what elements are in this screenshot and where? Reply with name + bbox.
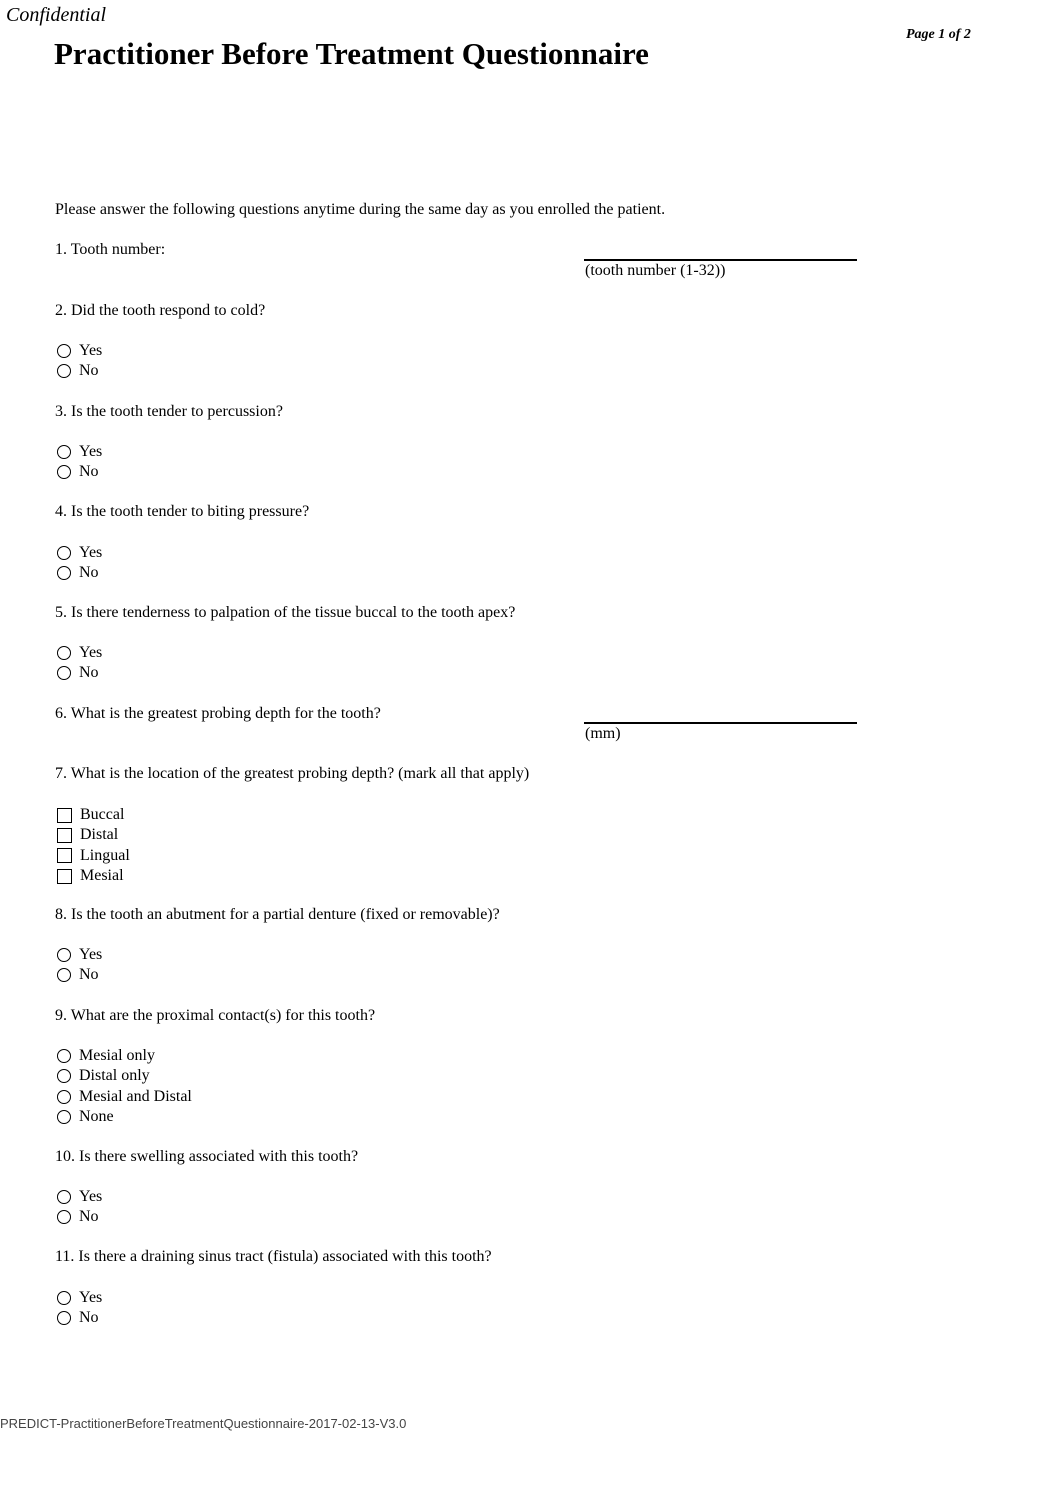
question-2-options xyxy=(57,341,102,382)
q3-option-yes[interactable] xyxy=(57,442,102,462)
question-11-options xyxy=(57,1288,102,1329)
question-6-text: 6. What is the greatest probing depth for the tooth? xyxy=(55,705,381,722)
q4-option-yes[interactable] xyxy=(57,543,102,563)
option-label: Mesial xyxy=(80,867,124,885)
probing-depth-caption: (mm) xyxy=(585,725,621,742)
question-9-text: 9. What are the proximal contact(s) for this tooth? xyxy=(55,1007,376,1024)
page-number: Page 1 of 2 xyxy=(906,27,971,42)
radio-button[interactable] xyxy=(57,546,71,560)
option-label: No xyxy=(79,463,99,481)
question-9-options xyxy=(57,1046,192,1127)
q9-option-mesial-and-distal[interactable] xyxy=(57,1087,192,1107)
option-label: Mesial and Distal xyxy=(79,1087,192,1105)
confidential-label: Confidential xyxy=(6,4,106,26)
option-label: Mesial only xyxy=(79,1047,155,1065)
q5-option-yes[interactable] xyxy=(57,643,102,663)
option-label: No xyxy=(79,1208,99,1226)
radio-button[interactable] xyxy=(57,1311,71,1325)
question-10-text: 10. Is there swelling associated with this tooth? xyxy=(55,1148,359,1165)
question-2-text: 2. Did the tooth respond to cold? xyxy=(55,302,266,319)
radio-button[interactable] xyxy=(57,1190,71,1204)
q10-option-yes[interactable] xyxy=(57,1187,102,1207)
radio-button[interactable] xyxy=(57,666,71,680)
question-4-text: 4. Is the tooth tender to biting pressure? xyxy=(55,503,310,520)
q4-option-no[interactable] xyxy=(57,563,102,583)
radio-button[interactable] xyxy=(57,646,71,660)
document-title: Practitioner Before Treatment Questionnaire xyxy=(54,36,649,71)
q3-option-no[interactable] xyxy=(57,462,102,482)
tooth-number-caption: (tooth number (1-32)) xyxy=(585,262,726,279)
q11-option-yes[interactable] xyxy=(57,1288,102,1308)
option-label: Yes xyxy=(79,443,103,461)
probing-depth-field[interactable] xyxy=(584,722,857,724)
q7-option-mesial[interactable] xyxy=(57,866,130,886)
radio-button[interactable] xyxy=(57,465,71,479)
q9-option-distal-only[interactable] xyxy=(57,1066,192,1086)
option-label: Buccal xyxy=(80,806,125,824)
document-footer: PREDICT-PractitionerBeforeTreatmentQuestionnaire-2017-02-13-V3.0 xyxy=(0,1416,407,1431)
checkbox[interactable] xyxy=(57,808,72,823)
question-10-options xyxy=(57,1187,102,1228)
q7-option-distal[interactable] xyxy=(57,825,130,845)
question-1-text: 1. Tooth number: xyxy=(55,241,166,258)
option-label: No xyxy=(79,1309,99,1327)
q9-option-mesial-only[interactable] xyxy=(57,1046,192,1066)
option-label: Yes xyxy=(79,1289,103,1307)
checkbox[interactable] xyxy=(57,828,72,843)
q7-option-buccal[interactable] xyxy=(57,805,130,825)
q8-option-no[interactable] xyxy=(57,965,102,985)
radio-button[interactable] xyxy=(57,1210,71,1224)
q2-option-yes[interactable] xyxy=(57,341,102,361)
checkbox[interactable] xyxy=(57,869,72,884)
q9-option-none[interactable] xyxy=(57,1107,192,1127)
radio-button[interactable] xyxy=(57,1291,71,1305)
option-label: No xyxy=(79,664,99,682)
question-5-options xyxy=(57,643,102,684)
q2-option-no[interactable] xyxy=(57,361,102,381)
question-11-text: 11. Is there a draining sinus tract (fistula) associated with this tooth? xyxy=(55,1248,492,1265)
option-label: No xyxy=(79,966,99,984)
tooth-number-field[interactable] xyxy=(584,259,857,261)
question-8-options xyxy=(57,945,102,986)
option-label: No xyxy=(79,564,99,582)
question-7-text: 7. What is the location of the greatest probing depth? (mark all that apply) xyxy=(55,765,530,782)
question-7-options xyxy=(57,805,130,886)
option-label: Yes xyxy=(79,342,103,360)
q7-option-lingual[interactable] xyxy=(57,846,130,866)
radio-button[interactable] xyxy=(57,364,71,378)
option-label: Distal xyxy=(80,826,119,844)
option-label: Yes xyxy=(79,946,103,964)
instructions-text: Please answer the following questions anytime during the same day as you enrolled the patient. xyxy=(55,201,666,218)
question-8-text: 8. Is the tooth an abutment for a partial denture (fixed or removable)? xyxy=(55,906,500,923)
q10-option-no[interactable] xyxy=(57,1207,102,1227)
radio-button[interactable] xyxy=(57,1110,71,1124)
option-label: Yes xyxy=(79,644,103,662)
radio-button[interactable] xyxy=(57,968,71,982)
radio-button[interactable] xyxy=(57,1090,71,1104)
option-label: No xyxy=(79,362,99,380)
question-5-text: 5. Is there tenderness to palpation of the tissue buccal to the tooth apex? xyxy=(55,604,516,621)
radio-button[interactable] xyxy=(57,948,71,962)
checkbox[interactable] xyxy=(57,848,72,863)
option-label: Yes xyxy=(79,1188,103,1206)
option-label: Lingual xyxy=(80,846,130,864)
question-4-options xyxy=(57,543,102,584)
question-3-options xyxy=(57,442,102,483)
radio-button[interactable] xyxy=(57,1049,71,1063)
radio-button[interactable] xyxy=(57,1069,71,1083)
q11-option-no[interactable] xyxy=(57,1308,102,1328)
option-label: Yes xyxy=(79,544,103,562)
question-3-text: 3. Is the tooth tender to percussion? xyxy=(55,403,283,420)
option-label: Distal only xyxy=(79,1067,150,1085)
q8-option-yes[interactable] xyxy=(57,945,102,965)
option-label: None xyxy=(79,1108,114,1126)
q5-option-no[interactable] xyxy=(57,663,102,683)
radio-button[interactable] xyxy=(57,344,71,358)
radio-button[interactable] xyxy=(57,445,71,459)
radio-button[interactable] xyxy=(57,566,71,580)
